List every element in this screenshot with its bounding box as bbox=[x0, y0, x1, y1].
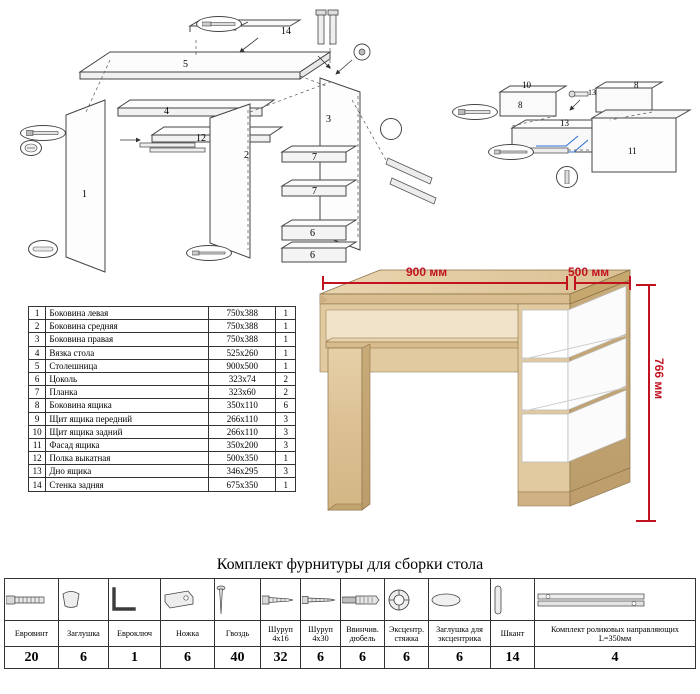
screw-in-dowel-icon bbox=[342, 592, 380, 608]
table-row bbox=[29, 333, 296, 346]
svg-text:6: 6 bbox=[310, 250, 315, 261]
part-name: Фасад ящика bbox=[46, 438, 209, 451]
exploded-view-diagram bbox=[0, 0, 700, 275]
kit-item-name: Шуруп 4x16 bbox=[261, 621, 301, 647]
part-quantity: 1 bbox=[276, 346, 296, 359]
part-name: Боковина правая bbox=[46, 333, 209, 346]
svg-text:14: 14 bbox=[281, 26, 291, 37]
callout-confirmat-drawer bbox=[452, 104, 498, 120]
part-dimension: 323x60 bbox=[209, 386, 276, 399]
part-index: 7 bbox=[29, 386, 46, 399]
kit-item-count: 6 bbox=[429, 647, 491, 669]
exploded-view-svg bbox=[0, 0, 700, 275]
part-index: 9 bbox=[29, 412, 46, 425]
height-dimension-label: 766 мм bbox=[652, 358, 666, 400]
svg-text:11: 11 bbox=[628, 146, 637, 156]
part-quantity: 3 bbox=[276, 425, 296, 438]
width-dimension-label: 900 мм bbox=[406, 265, 448, 279]
table-row bbox=[29, 359, 296, 372]
euroscrew-icon bbox=[6, 593, 46, 607]
svg-text:4: 4 bbox=[164, 106, 169, 117]
part-quantity: 3 bbox=[276, 438, 296, 451]
part-index: 10 bbox=[29, 425, 46, 438]
part-dimension: 750x388 bbox=[209, 307, 276, 320]
part-dimension: 346x295 bbox=[209, 465, 276, 478]
screw-4x16-icon bbox=[262, 593, 294, 607]
kit-item-count: 4 bbox=[535, 647, 696, 669]
part-quantity: 1 bbox=[276, 359, 296, 372]
table-row bbox=[29, 320, 296, 333]
part-index: 12 bbox=[29, 452, 46, 465]
kit-item-name: Заглушка bbox=[59, 621, 109, 647]
kit-item-count: 6 bbox=[341, 647, 385, 669]
kit-item-name: Комплект роликовых направляющих L=350мм bbox=[535, 621, 696, 647]
furniture-foot-icon bbox=[162, 589, 196, 611]
part-index: 4 bbox=[29, 346, 46, 359]
kit-cell-icon bbox=[301, 579, 341, 621]
table-row bbox=[29, 399, 296, 412]
table-row bbox=[29, 438, 296, 451]
part-quantity: 1 bbox=[276, 320, 296, 333]
height-dim-tick-top bbox=[636, 284, 656, 286]
kit-cell-icon bbox=[215, 579, 261, 621]
kit-item-count: 6 bbox=[59, 647, 109, 669]
part-dimension: 900x500 bbox=[209, 359, 276, 372]
kit-item-name: Ножка bbox=[161, 621, 215, 647]
table-row bbox=[29, 412, 296, 425]
kit-item-count: 32 bbox=[261, 647, 301, 669]
finished-desk-render bbox=[300, 262, 700, 552]
part-quantity: 1 bbox=[276, 307, 296, 320]
desk-svg bbox=[300, 262, 700, 552]
part-name: Боковина левая bbox=[46, 307, 209, 320]
kit-counts-row bbox=[5, 647, 696, 669]
kit-item-name: Евровинт bbox=[5, 621, 59, 647]
callout-screw-drawer bbox=[556, 166, 578, 188]
part-name: Боковина ящика bbox=[46, 399, 209, 412]
svg-text:1: 1 bbox=[82, 189, 87, 200]
svg-text:10: 10 bbox=[522, 80, 531, 90]
dowel-icon bbox=[492, 584, 504, 616]
part-quantity: 1 bbox=[276, 452, 296, 465]
depth-dimension-label: 500 мм bbox=[568, 265, 610, 279]
part-dimension: 350x200 bbox=[209, 438, 276, 451]
svg-text:7: 7 bbox=[312, 152, 317, 163]
kit-cell-icon bbox=[109, 579, 161, 621]
table-row bbox=[29, 425, 296, 438]
table-row bbox=[29, 452, 296, 465]
svg-text:8: 8 bbox=[518, 100, 523, 110]
part-name: Боковина средняя bbox=[46, 320, 209, 333]
slide-rail-set-icon bbox=[536, 590, 646, 610]
part-quantity: 3 bbox=[276, 412, 296, 425]
kit-cell-icon bbox=[59, 579, 109, 621]
parts-list-table bbox=[28, 306, 296, 492]
kit-item-name: Заглушка для эксцентрика bbox=[429, 621, 491, 647]
part-index: 11 bbox=[29, 438, 46, 451]
callout-dowel-left bbox=[28, 240, 58, 258]
kit-item-name: Евроключ bbox=[109, 621, 161, 647]
part-name: Полка выкатная bbox=[46, 452, 209, 465]
height-dim-tick-bottom bbox=[636, 520, 656, 522]
kit-item-name: Шуруп 4x30 bbox=[301, 621, 341, 647]
kit-cell-icon bbox=[261, 579, 301, 621]
part-index: 5 bbox=[29, 359, 46, 372]
hardware-kit-table bbox=[4, 578, 696, 669]
kit-item-count: 6 bbox=[385, 647, 429, 669]
kit-item-count: 6 bbox=[161, 647, 215, 669]
depth-dim-tick-right bbox=[629, 276, 631, 290]
part-name: Щит ящика передний bbox=[46, 412, 209, 425]
kit-cell-icon bbox=[161, 579, 215, 621]
part-name: Столешница bbox=[46, 359, 209, 372]
parts-list-body bbox=[29, 307, 296, 492]
svg-text:8: 8 bbox=[634, 80, 639, 90]
part-name: Планка bbox=[46, 386, 209, 399]
kit-item-name: Гвоздь bbox=[215, 621, 261, 647]
part-index: 2 bbox=[29, 320, 46, 333]
kit-cell-icon bbox=[535, 579, 696, 621]
callout-nail-bottom bbox=[186, 245, 232, 261]
kit-item-name: Ввинчив. дюбель bbox=[341, 621, 385, 647]
kit-item-name: Шкант bbox=[491, 621, 535, 647]
kit-item-count: 20 bbox=[5, 647, 59, 669]
width-dim-tick-left bbox=[322, 276, 324, 290]
part-quantity: 6 bbox=[276, 399, 296, 412]
kit-names-row bbox=[5, 621, 696, 647]
part-quantity: 2 bbox=[276, 372, 296, 385]
part-index: 6 bbox=[29, 372, 46, 385]
table-row bbox=[29, 386, 296, 399]
table-row bbox=[29, 478, 296, 491]
kit-cell-icon bbox=[491, 579, 535, 621]
part-dimension: 525x260 bbox=[209, 346, 276, 359]
part-name: Дно ящика bbox=[46, 465, 209, 478]
depth-dimension-line bbox=[574, 282, 630, 284]
svg-text:13: 13 bbox=[588, 88, 596, 97]
part-dimension: 266x110 bbox=[209, 425, 276, 438]
eccentric-tie-icon bbox=[386, 587, 412, 613]
kit-icons-row bbox=[5, 579, 696, 621]
allen-key-icon bbox=[110, 587, 138, 613]
kit-cell-icon bbox=[385, 579, 429, 621]
svg-text:12: 12 bbox=[196, 133, 206, 144]
part-index: 3 bbox=[29, 333, 46, 346]
svg-text:7: 7 bbox=[312, 186, 317, 197]
part-quantity: 3 bbox=[276, 465, 296, 478]
part-dimension: 675x350 bbox=[209, 478, 276, 491]
kit-cell-icon bbox=[429, 579, 491, 621]
part-index: 1 bbox=[29, 307, 46, 320]
svg-text:6: 6 bbox=[310, 228, 315, 239]
nail-icon bbox=[216, 585, 226, 615]
part-quantity: 1 bbox=[276, 333, 296, 346]
kit-cell-icon bbox=[5, 579, 59, 621]
svg-text:5: 5 bbox=[183, 59, 188, 70]
part-quantity: 2 bbox=[276, 386, 296, 399]
part-index: 14 bbox=[29, 478, 46, 491]
part-quantity: 1 bbox=[276, 478, 296, 491]
svg-text:13: 13 bbox=[560, 118, 569, 128]
callout-euroscrew-top bbox=[196, 16, 242, 32]
callout-eccentric-left bbox=[20, 140, 42, 156]
table-row bbox=[29, 372, 296, 385]
kit-item-name: Эксцентр. стяжка bbox=[385, 621, 429, 647]
cap-plug-icon bbox=[60, 590, 82, 610]
table-row bbox=[29, 465, 296, 478]
part-dimension: 500x350 bbox=[209, 452, 276, 465]
svg-text:2: 2 bbox=[244, 150, 249, 161]
part-dimension: 350x110 bbox=[209, 399, 276, 412]
callout-rail-right bbox=[380, 118, 402, 140]
callout-nail-drawer bbox=[488, 144, 534, 160]
part-dimension: 266x110 bbox=[209, 412, 276, 425]
callout-confirmat-left bbox=[20, 125, 66, 141]
part-dimension: 323x74 bbox=[209, 372, 276, 385]
svg-text:3: 3 bbox=[326, 114, 331, 125]
part-name: Вязка стола bbox=[46, 346, 209, 359]
table-row bbox=[29, 346, 296, 359]
kit-cell-icon bbox=[341, 579, 385, 621]
kit-item-count: 40 bbox=[215, 647, 261, 669]
part-name: Цоколь bbox=[46, 372, 209, 385]
table-row bbox=[29, 307, 296, 320]
part-dimension: 750x388 bbox=[209, 333, 276, 346]
part-name: Стенка задняя bbox=[46, 478, 209, 491]
kit-item-count: 14 bbox=[491, 647, 535, 669]
kit-item-count: 1 bbox=[109, 647, 161, 669]
part-index: 13 bbox=[29, 465, 46, 478]
part-dimension: 750x388 bbox=[209, 320, 276, 333]
part-index: 8 bbox=[29, 399, 46, 412]
height-dimension-line bbox=[648, 284, 650, 522]
screw-4x30-icon bbox=[302, 593, 336, 607]
kit-item-count: 6 bbox=[301, 647, 341, 669]
eccentric-cap-icon bbox=[430, 592, 462, 608]
hardware-kit-title: Комплект фурнитуры для сборки стола bbox=[216, 556, 484, 573]
part-name: Щит ящика задний bbox=[46, 425, 209, 438]
width-dimension-line bbox=[322, 282, 568, 284]
